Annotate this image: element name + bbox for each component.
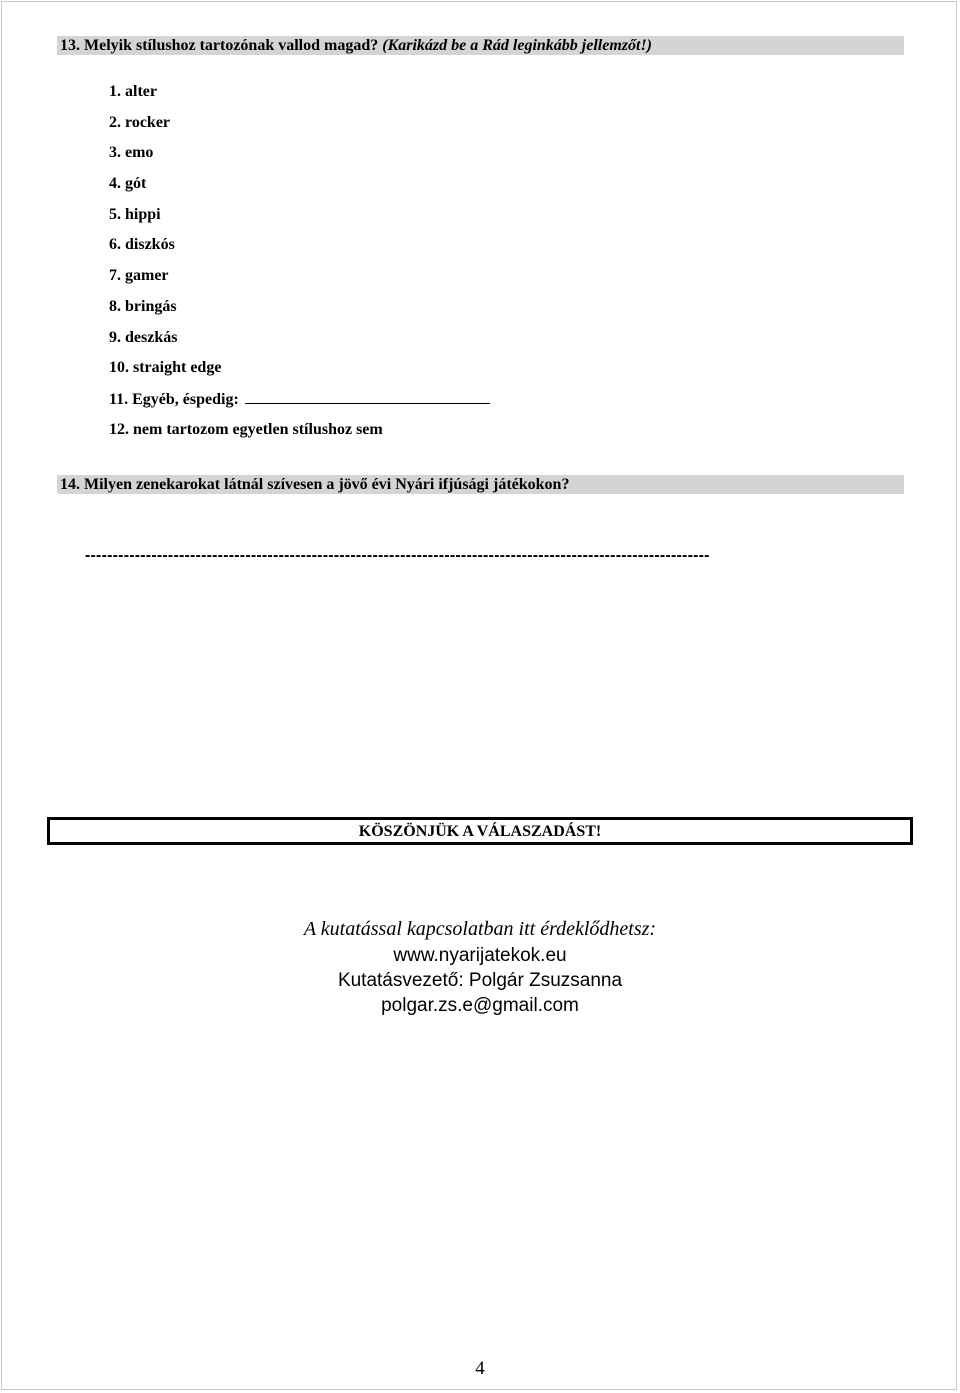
option-hippi[interactable]: 5. hippi (109, 205, 161, 223)
question-13-title: 13. Melyik stílushoz tartozónak vallod magad? (60, 37, 379, 54)
contact-leader: Kutatásvezető: Polgár Zsuzsanna (337, 970, 623, 991)
option-gamer[interactable]: 7. gamer (109, 267, 169, 285)
thanks-box (47, 817, 913, 845)
contact-website: www.nyarijatekok.eu (393, 945, 567, 966)
option-egyeb-blank-field[interactable] (245, 389, 490, 404)
option-alter[interactable]: 1. alter (109, 83, 157, 100)
question-14-title: 14. Milyen zenekarokat látnál szívesen a jövő évi Nyári ifjúsági játékokon? (60, 476, 570, 493)
option-rocker[interactable]: 2. rocker (109, 113, 171, 131)
option-egyeb[interactable] (109, 389, 490, 420)
contact-intro-text: A kutatással kapcsolatban itt érdeklődhetsz: (303, 918, 657, 940)
option-got[interactable]: 4. gót (109, 175, 147, 193)
page-number: 4 (475, 1358, 485, 1379)
option-emo[interactable]: 3. emo (109, 144, 154, 162)
question-14-answer-line[interactable]: ----------------------------------------------------------------------------------------------------------------- (85, 547, 710, 564)
option-straight-edge[interactable]: 10. straight edge (109, 359, 222, 377)
option-none[interactable]: 12. nem tartozom egyetlen stílushoz sem (109, 420, 383, 438)
question-13-hint: (Karikázd be a Rád leginkább jellemzőt!) (382, 37, 653, 54)
contact-intro (0, 917, 960, 942)
option-bringas[interactable]: 8. bringás (109, 297, 177, 315)
question-14-header (57, 475, 904, 494)
option-egyeb-label: 11. Egyéb, éspedig: (109, 390, 239, 408)
thanks-text: KÖSZÖNJÜK A VÁLASZADÁST! (358, 823, 602, 840)
contact-email: polgar.zs.e@gmail.com (381, 995, 579, 1016)
option-diszkos[interactable]: 6. diszkós (109, 236, 175, 254)
question-13-header (57, 36, 904, 55)
question-13-options (109, 82, 490, 450)
option-deszkas[interactable]: 9. deszkás (109, 328, 178, 346)
